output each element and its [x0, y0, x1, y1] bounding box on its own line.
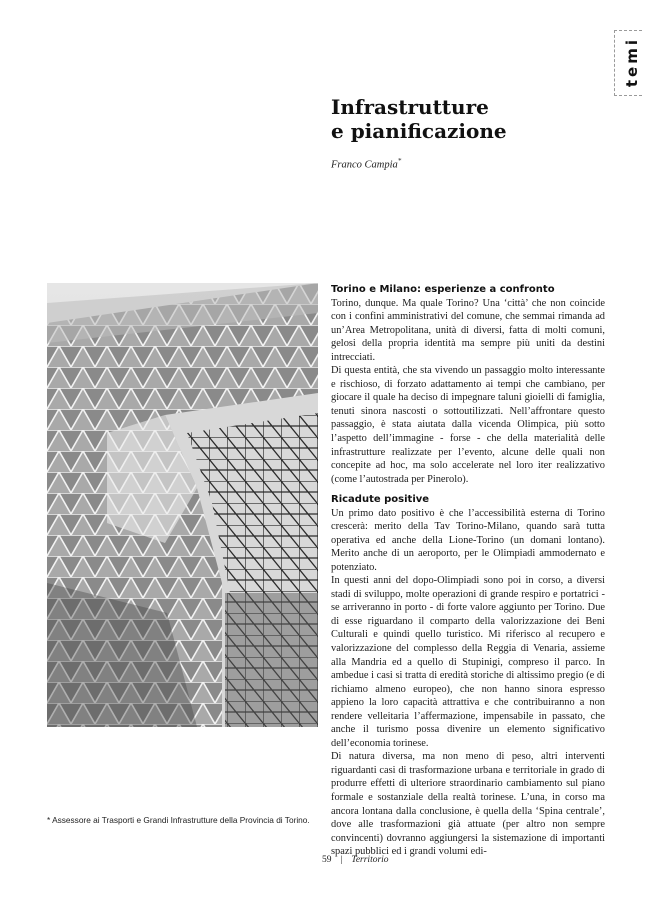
section-1-paragraph-1: Torino, dunque. Ma quale Torino? Una ‘città’ che non coincide con i confini amministrativi del comune, che semmai rimanda ad un’Area Metropolitana, unità di diversi, fatta di molti comuni, gelosi della propria identità ma sempre più uniti da destini intrecciati. [331, 297, 605, 363]
geodesic-structure-photo [47, 283, 318, 727]
footer-separator: | [340, 855, 343, 865]
section-tab-label: temi [623, 37, 641, 88]
footnote: * Assessore ai Trasporti e Grandi Infrastrutture della Provincia di Torino. [47, 815, 310, 825]
text-column-section-2 [331, 493, 605, 859]
section-2-paragraph-1: Un primo dato positivo è che l’accessibilità esterna di Torino crescerà: merito della Tav Torino-Milano, quando sarà tutta operativa ed anche della Lione-Torino (un domani lontano). Merito anche di un aeroporto, per le Olimpiadi ammodernato e potenziato. [331, 507, 605, 573]
section-name: Territorio [351, 855, 389, 865]
author-byline [331, 157, 401, 171]
article-title [331, 95, 631, 143]
section-1-paragraph-2: Di questa entità, che sta vivendo un passaggio molto interessante e rischioso, di forzato adattamento ai tempi che cambiano, per giocare il quale ha deciso di impegnare taluni gioielli di famiglia, tenuti sinora nascosti o sottoutilizzati. Nell’affrontare questo passaggio, è stata aiutata dalla vicenda Olimpica, più sotto l’aspetto dell’immagine - forse - che della materialità delle infrastrutture realizzate per l’evento, alcune delle quali non concepite ad hoc, ma solo accelerate nel loro iter realizzativo (come l’autostrada per Pinerolo). [331, 365, 605, 485]
title-line-2: e pianificazione [331, 119, 507, 143]
section-2-paragraph-2: In questi anni del dopo-Olimpiadi sono poi in corso, a diversi stadi di sviluppo, molte operazioni di grande respiro e portatrici - se arriveranno in porto - di forte valore aggiunto per Torino. Due di esse riguardano il comparto della valorizzazione dei Beni Culturali e quindi quello turistico. Mi riferisco al recupero e valorizzazione del complesso della Reggia di Venaria, assieme alla Mandria ed a quello di Stupinigi, compreso il parco. In ambedue i casi si tratta di eredità storiche di altissimo pregio (e di richiamo almeno europeo), che non hanno sinora espresso appieno la loro capacità attrattiva e che contribuiranno a non rendere velleitaria l’affermazione, impensabile in passato, che anche il turismo possa divenire un elemento significativo dell’economia torinese. [331, 575, 605, 749]
author-name: Franco Campia [331, 159, 398, 171]
article-photo [47, 283, 318, 727]
page-number: 59 [322, 855, 332, 865]
section-heading-1: Torino e Milano: esperienze a confronto [331, 284, 555, 295]
section-tab [614, 30, 642, 96]
section-heading-2: Ricadute positive [331, 494, 430, 505]
section-2-paragraph-3: Di natura diversa, ma non meno di peso, altri interventi riguardanti casi di trasformazione urbana e territoriale in grado di produrre effetti di ulteriore straordinario cambiamento sul piano formale e sostanziale della realtà torinese. L’una, in corso ma ancora lontana dalla conclusione, è quella della ‘Spina centrale’, dove alle trasformazioni già attuate (per altro non sempre convincenti) dovranno aggiungersi la sistemazione di importanti spazi pubblici ed i grandi volumi edi- [331, 751, 605, 858]
title-line-1: Infrastrutture [331, 95, 489, 119]
page-footer [322, 855, 389, 865]
footnote-mark: * [397, 157, 402, 165]
text-column-section-1 [331, 283, 605, 486]
